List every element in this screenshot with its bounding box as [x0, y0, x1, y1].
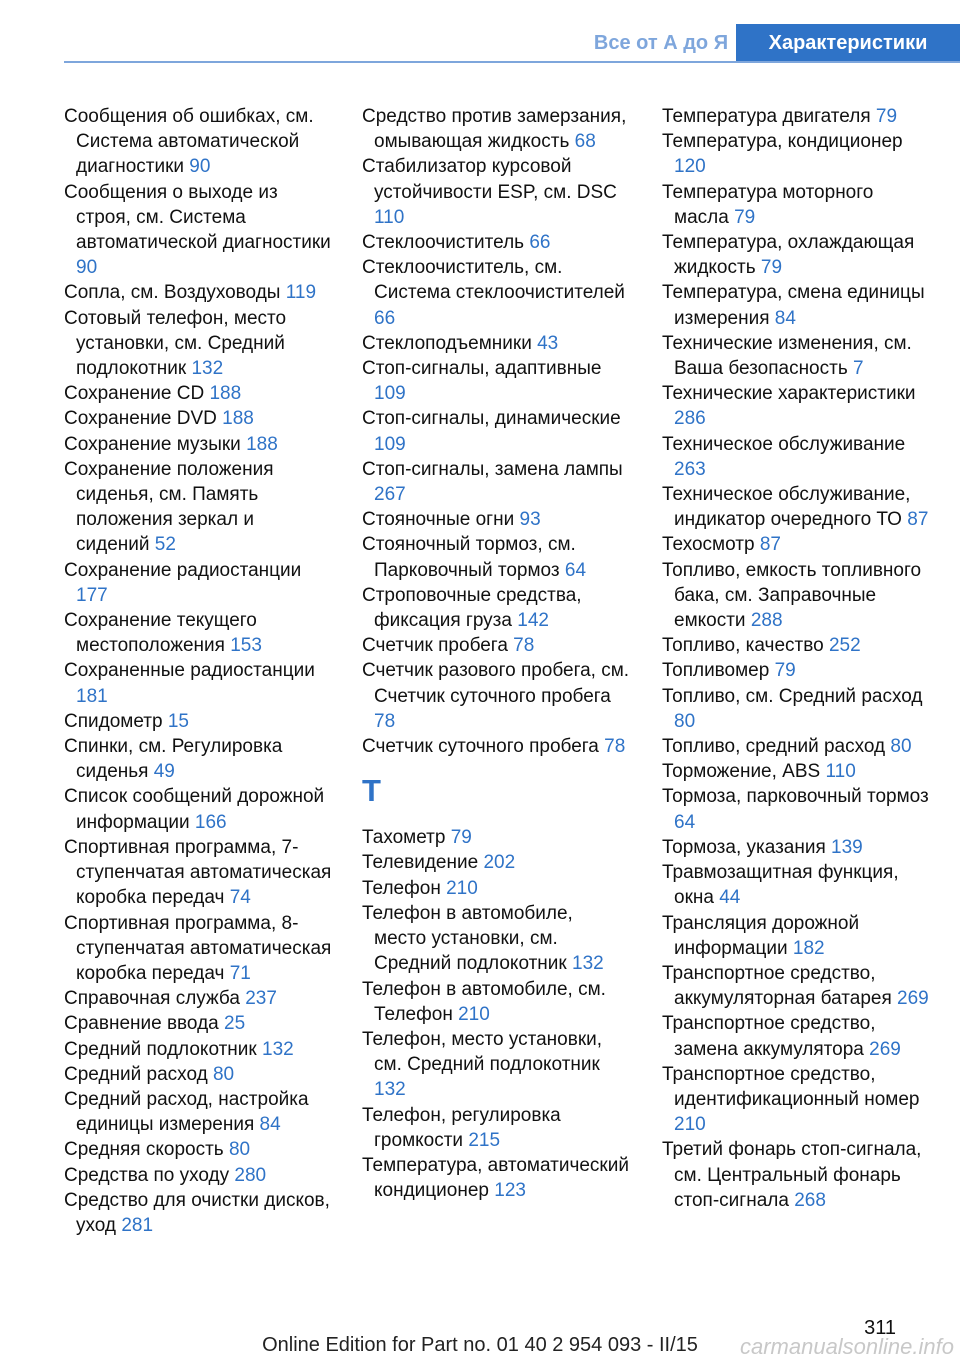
- entry-page-link[interactable]: 286: [674, 408, 706, 430]
- entry-text: Температура моторного масла: [662, 181, 874, 228]
- index-entry: [64, 1037, 332, 1062]
- entry-text: Сотовый телефон, место установки, см. Средний подлокотник: [64, 307, 287, 380]
- entry-text: Сохранение текущего местоположения: [64, 610, 257, 657]
- section-letter: Т: [362, 773, 381, 809]
- entry-page-link[interactable]: 188: [222, 408, 254, 430]
- entry-page-link[interactable]: 43: [537, 332, 559, 354]
- index-entry: [362, 901, 630, 977]
- index-entry: [662, 1011, 930, 1061]
- entry-text: Топливо, качество: [662, 635, 824, 657]
- entry-page-link[interactable]: 132: [262, 1038, 294, 1060]
- entry-page-link[interactable]: 268: [794, 1189, 826, 1211]
- entry-text: Сравнение ввода: [64, 1013, 219, 1035]
- index-column-2: [362, 104, 630, 1203]
- index-entry: [362, 1153, 630, 1203]
- entry-text: Топливо, емкость топливного бака, см. Заправочные емкости: [662, 559, 922, 632]
- entry-page-link[interactable]: 119: [285, 282, 317, 304]
- index-entry: [362, 658, 630, 734]
- entry-page-link[interactable]: 252: [828, 635, 861, 657]
- entry-text: Телефон в автомобиле, см. Телефон: [362, 978, 606, 1025]
- entry-page-link[interactable]: 210: [458, 1003, 490, 1025]
- index-entry: [662, 658, 930, 683]
- entry-text: Средний расход: [64, 1063, 208, 1085]
- tab-all-a-to-z[interactable]: Все от А до Я: [593, 31, 729, 54]
- entry-text: Средний подлокотник: [64, 1038, 257, 1060]
- entry-text: Стеклоподъемники: [362, 332, 532, 354]
- entry-text: Средство против замерзания, омывающая жидкость: [362, 106, 627, 153]
- entry-page-link[interactable]: 280: [234, 1164, 267, 1186]
- entry-text: Тахометр: [362, 827, 446, 849]
- index-entry: [662, 482, 930, 532]
- index-entry: [64, 1087, 332, 1137]
- index-entry: [662, 860, 930, 910]
- entry-page-link[interactable]: 80: [212, 1063, 235, 1085]
- entry-text: Сохранение музыки: [64, 433, 241, 455]
- entry-page-link[interactable]: 166: [194, 811, 227, 833]
- index-entry: [662, 911, 930, 961]
- entry-text: Телефон в автомобиле, место установки, см. Средний подлокотник: [362, 902, 573, 975]
- entry-text: Транспортное средство, идентификационный номер: [662, 1063, 920, 1110]
- index-entry: [362, 507, 630, 532]
- index-entry: [362, 583, 630, 633]
- entry-text: Температура, смена единицы измерения: [662, 282, 925, 329]
- index-entry: [362, 825, 630, 850]
- entry-page-link[interactable]: 87: [907, 509, 929, 531]
- entry-page-link[interactable]: 237: [245, 988, 277, 1010]
- entry-text: Средства по уходу: [64, 1164, 230, 1186]
- entry-text: Температура, кондиционер: [662, 131, 903, 153]
- entry-text: Сохранение радиостанции: [64, 559, 302, 581]
- index-entry: [662, 835, 930, 860]
- entry-page-link[interactable]: 79: [875, 106, 898, 127]
- entry-page-link[interactable]: 84: [259, 1114, 281, 1136]
- entry-page-link[interactable]: 109: [374, 383, 406, 405]
- entry-text: Стабилизатор курсовой устойчивости ESP, см. DSC: [362, 156, 617, 203]
- entry-page-link[interactable]: 90: [76, 257, 98, 279]
- entry-text: Счетчик разового пробега, см. Счетчик суточного пробега: [362, 660, 630, 707]
- entry-page-link[interactable]: 132: [191, 358, 224, 380]
- index-entry: [64, 1062, 332, 1087]
- entry-page-link[interactable]: 281: [121, 1214, 154, 1236]
- entry-text: Техническое обслуживание, индикатор очередного ТО: [662, 484, 911, 531]
- index-entry: [362, 406, 630, 456]
- entry-text: Стоп-сигналы, адаптивные: [362, 358, 602, 380]
- entry-text: Технические изменения, см. Ваша безопасность: [662, 332, 912, 380]
- entry-page-link[interactable]: 79: [734, 206, 756, 228]
- entry-page-link[interactable]: 188: [209, 383, 242, 405]
- index-entry: [662, 280, 930, 330]
- index-entry: [662, 180, 930, 230]
- index-entry: [64, 1188, 332, 1238]
- index-entry: [64, 658, 332, 708]
- index-entry: [64, 406, 332, 431]
- entry-page-link[interactable]: 79: [760, 257, 783, 279]
- entry-text: Температура, автоматический кондиционер: [362, 1154, 629, 1202]
- entry-text: Строповочные средства, фиксация груза: [362, 584, 582, 632]
- index-entry: [662, 1062, 930, 1138]
- entry-page-link[interactable]: 78: [604, 736, 626, 758]
- entry-page-link[interactable]: 64: [674, 811, 696, 833]
- entry-text: Справочная служба: [64, 988, 240, 1010]
- entry-text: Средняя скорость: [64, 1139, 224, 1161]
- entry-page-link[interactable]: 78: [513, 635, 535, 657]
- entry-page-link[interactable]: 215: [468, 1129, 501, 1151]
- entry-page-link[interactable]: 132: [572, 953, 604, 975]
- index-entry: [662, 684, 930, 734]
- entry-page-link[interactable]: 139: [831, 836, 863, 858]
- entry-text: Телефон, регулировка громкости: [362, 1104, 561, 1151]
- entry-page-link[interactable]: 84: [774, 307, 796, 329]
- entry-text: Спинки, см. Регулировка сиденья: [64, 736, 283, 783]
- entry-page-link[interactable]: 90: [189, 156, 211, 178]
- entry-text: Спортивная программа, 7-ступенчатая автоматическая коробка передач: [64, 836, 332, 909]
- watermark: carmanualsonline.info: [739, 1334, 954, 1359]
- entry-text: Спидометр: [64, 710, 163, 732]
- header-divider: [64, 61, 960, 63]
- index-entry: [64, 104, 332, 180]
- entry-page-link[interactable]: 25: [224, 1013, 246, 1035]
- entry-text: Стояночный тормоз, см. Парковочный тормоз: [362, 534, 576, 581]
- entry-text: Температура двигателя: [662, 106, 871, 127]
- entry-text: Травмозащитная функция, окна: [662, 862, 899, 909]
- index-entry: [662, 331, 930, 381]
- index-entry: [362, 633, 630, 658]
- entry-page-link[interactable]: 80: [890, 736, 912, 758]
- entry-page-link[interactable]: 269: [869, 1038, 901, 1060]
- entry-text: Трансляция дорожной информации: [662, 912, 860, 959]
- entry-page-link[interactable]: 123: [494, 1180, 526, 1202]
- entry-page-link[interactable]: 66: [529, 232, 551, 254]
- index-entry: [662, 784, 930, 834]
- tab-characteristics[interactable]: Характеристики: [736, 24, 960, 62]
- entry-page-link[interactable]: 210: [446, 877, 478, 899]
- index-entry: [662, 104, 930, 129]
- page-number: 311: [864, 1317, 896, 1339]
- index-entry: [64, 608, 332, 658]
- entry-page-link[interactable]: 79: [450, 827, 472, 849]
- index-entry: [362, 977, 630, 1027]
- entry-text: Средний расход, настройка единицы измерения: [64, 1088, 309, 1136]
- entry-page-link[interactable]: 188: [246, 433, 278, 455]
- entry-page-link[interactable]: 120: [674, 156, 706, 178]
- entry-page-link[interactable]: 110: [374, 206, 405, 228]
- index-entry: [64, 709, 332, 734]
- index-entry: [64, 784, 332, 834]
- index-entry: [362, 876, 630, 901]
- index-entry: [362, 104, 630, 154]
- index-entry: [662, 432, 930, 482]
- entry-page-link[interactable]: 142: [517, 610, 549, 632]
- index-entry: [362, 1027, 630, 1103]
- index-entry: [362, 356, 630, 406]
- entry-page-link[interactable]: 269: [897, 988, 929, 1010]
- entry-page-link[interactable]: 44: [719, 887, 741, 909]
- index-entry: [362, 230, 630, 255]
- index-entry: [662, 734, 930, 759]
- entry-page-link[interactable]: 71: [229, 962, 251, 984]
- index-entry: [662, 558, 930, 634]
- entry-text: Топливомер: [662, 660, 770, 682]
- index-entry: [64, 381, 332, 406]
- index-entry: [64, 306, 332, 382]
- index-entry: [662, 1137, 930, 1213]
- entry-text: Техосмотр: [662, 534, 755, 556]
- entry-text: Тормоза, парковочный тормоз: [662, 786, 929, 808]
- entry-page-link[interactable]: 210: [674, 1114, 706, 1136]
- header-tabs: [586, 24, 960, 62]
- index-entry: [64, 280, 332, 305]
- entry-page-link[interactable]: 52: [154, 534, 176, 556]
- entry-page-link[interactable]: 66: [374, 307, 396, 329]
- entry-text: Третий фонарь стоп-сигнала, см. Центральный фонарь стоп-сигнала: [662, 1139, 922, 1211]
- entry-page-link[interactable]: 79: [774, 660, 796, 682]
- entry-text: Телефон, место установки, см. Средний подлокотник: [362, 1028, 603, 1076]
- entry-text: Транспортное средство, замена аккумулятора: [662, 1013, 876, 1060]
- entry-page-link[interactable]: 80: [674, 710, 696, 732]
- entry-text: Стеклоочиститель: [362, 232, 525, 254]
- entry-text: Спортивная программа, 8-ступенчатая автоматическая коробка передач: [64, 912, 332, 984]
- entry-page-link[interactable]: 87: [759, 534, 781, 556]
- entry-page-link[interactable]: 80: [228, 1139, 251, 1161]
- entry-page-link[interactable]: 109: [374, 433, 406, 455]
- entry-text: Сохранение CD: [64, 383, 205, 405]
- entry-text: Тормоза, указания: [662, 836, 826, 858]
- entry-text: Топливо, средний расход: [662, 736, 886, 758]
- index-entry: [662, 230, 930, 280]
- index-entry: [64, 432, 332, 457]
- index-entry: [64, 835, 332, 911]
- index-entry: [362, 850, 630, 875]
- entry-text: Технические характеристики: [662, 383, 916, 405]
- index-entry: [362, 457, 630, 507]
- index-entry: [64, 1137, 332, 1162]
- entry-page-link[interactable]: 132: [374, 1079, 406, 1101]
- entry-page-link[interactable]: 74: [229, 887, 251, 909]
- index-column-3: [662, 104, 930, 1213]
- index-entry: [64, 457, 332, 558]
- entry-text: Транспортное средство, аккумуляторная батарея: [662, 962, 892, 1010]
- entry-page-link[interactable]: 78: [374, 710, 396, 732]
- index-entry: [662, 381, 930, 431]
- entry-page-link[interactable]: 153: [230, 635, 262, 657]
- entry-page-link[interactable]: 182: [792, 937, 825, 959]
- entry-page-link[interactable]: 49: [153, 761, 175, 783]
- entry-text: Счетчик пробега: [362, 635, 508, 657]
- index-entry: [64, 558, 332, 608]
- index-entry: [64, 1011, 332, 1036]
- entry-page-link[interactable]: 177: [76, 584, 108, 606]
- index-entry: [662, 633, 930, 658]
- index-entry: [64, 986, 332, 1011]
- index-entry: [362, 154, 630, 230]
- index-entry: [64, 734, 332, 784]
- entry-page-link[interactable]: 181: [76, 685, 108, 707]
- entry-page-link[interactable]: 288: [750, 610, 783, 632]
- entry-text: Телефон: [362, 877, 441, 899]
- entry-text: Счетчик суточного пробега: [362, 736, 599, 758]
- index-entry: [662, 129, 930, 179]
- entry-text: Сохранение положения сиденья, см. Память положения зеркал и сидений: [64, 458, 274, 556]
- index-column-1: [64, 104, 332, 1238]
- entry-text: Телевидение: [362, 852, 479, 874]
- entry-text: Сопла, см. Воздуховоды: [64, 282, 281, 304]
- entry-text: Сохраненные радиостанции: [64, 660, 315, 682]
- index-entry: [362, 1103, 630, 1153]
- entry-page-link[interactable]: 267: [374, 484, 406, 506]
- footer-edition: Online Edition for Part no. 01 40 2 954 093 - II/15: [262, 1334, 698, 1356]
- index-entry: [64, 1163, 332, 1188]
- entry-text: Стеклоочиститель, см. Система стеклоочистителей: [362, 257, 625, 304]
- entry-text: Температура, охлаждающая жидкость: [662, 232, 915, 279]
- entry-text: Средство для очистки дисков, уход: [64, 1189, 330, 1236]
- entry-text: Список сообщений дорожной информации: [64, 786, 325, 833]
- index-entry: [662, 532, 930, 557]
- entry-text: Топливо, см. Средний расход: [662, 685, 923, 707]
- index-entry: [64, 911, 332, 987]
- entry-page-link[interactable]: 263: [674, 458, 706, 480]
- entry-text: Торможение, ABS: [662, 761, 821, 783]
- entry-page-link[interactable]: 15: [167, 710, 189, 732]
- index-entry: [362, 255, 630, 331]
- entry-page-link[interactable]: 68: [574, 131, 596, 153]
- entry-page-link[interactable]: 64: [564, 559, 587, 581]
- index-entry: [662, 961, 930, 1011]
- index-entry: [362, 532, 630, 582]
- index-entry: [64, 180, 332, 281]
- index-entry: [662, 759, 930, 784]
- entry-text: Сохранение DVD: [64, 408, 217, 430]
- entry-page-link[interactable]: 7: [853, 358, 864, 380]
- entry-text: Стоп-сигналы, замена лампы: [362, 458, 623, 480]
- entry-page-link[interactable]: 93: [519, 509, 541, 531]
- index-entry: [362, 331, 630, 356]
- entry-page-link[interactable]: 202: [483, 852, 516, 874]
- entry-text: Стоп-сигналы, динамические: [362, 408, 621, 430]
- index-entry: [362, 734, 630, 759]
- entry-text: Стояночные огни: [362, 509, 515, 531]
- entry-text: Сообщения о выходе из строя, см. Система автоматической диагностики: [64, 181, 331, 254]
- entry-text: Сообщения об ошибках, см. Система автоматической диагностики: [64, 106, 314, 178]
- entry-page-link[interactable]: 110: [825, 761, 856, 783]
- entry-text: Техническое обслуживание: [662, 433, 906, 455]
